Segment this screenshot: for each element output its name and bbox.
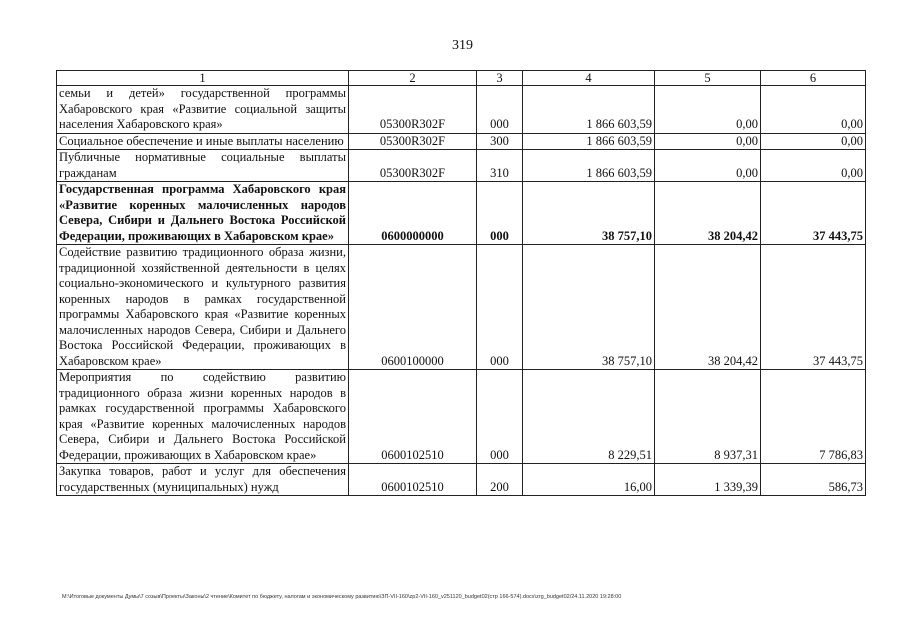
amount-col4-cell: 1 866 603,59 xyxy=(523,86,655,134)
row-name-cell: Мероприятия по содействию развитию традиционного образа жизни коренных народов в рамках государственной программы Хабаровского края «Развитие коренных малочисленных народов Севера, Сибири и Дальнего Востока Российской Федерации, проживающих в Хабаровском крае» xyxy=(57,370,349,464)
amount-col4-cell: 1 866 603,59 xyxy=(523,133,655,150)
footer-file-path: M:\Итоговые документы Думы\7 созыв\Проекты\Законы\2 чтение\Комитет по бюджету, налогам и экономическому развитию\ЗП-VII-160\zp2-VII-160_v251120_budget02(стр 166-574).docx\zrg_budget02/24.11.2020 19:28:00 xyxy=(62,594,622,600)
amount-col4-cell: 38 757,10 xyxy=(523,245,655,370)
column-header: 3 xyxy=(477,71,523,86)
column-header: 6 xyxy=(761,71,866,86)
table-row xyxy=(57,464,866,496)
expense-type-cell: 000 xyxy=(477,370,523,464)
amount-col4-cell: 8 229,51 xyxy=(523,370,655,464)
column-header: 5 xyxy=(655,71,761,86)
expense-type-cell: 000 xyxy=(477,86,523,134)
amount-col5-cell: 0,00 xyxy=(655,133,761,150)
table-row xyxy=(57,245,866,370)
expense-type-cell: 300 xyxy=(477,133,523,150)
target-article-code-cell: 0600102510 xyxy=(349,464,477,496)
amount-col6-cell: 0,00 xyxy=(761,86,866,134)
row-name-cell: Публичные нормативные социальные выплаты гражданам xyxy=(57,150,349,182)
table-row xyxy=(57,86,866,134)
target-article-code-cell: 0600102510 xyxy=(349,370,477,464)
amount-col6-cell: 37 443,75 xyxy=(761,182,866,245)
column-header: 4 xyxy=(523,71,655,86)
expense-type-cell: 200 xyxy=(477,464,523,496)
amount-col6-cell: 586,73 xyxy=(761,464,866,496)
amount-col5-cell: 38 204,42 xyxy=(655,182,761,245)
row-name-cell: Государственная программа Хабаровского края «Развитие коренных малочисленных народов Севера, Сибири и Дальнего Востока Российской Федерации, проживающих в Хабаровском крае» xyxy=(57,182,349,245)
amount-col5-cell: 38 204,42 xyxy=(655,245,761,370)
budget-table xyxy=(56,70,866,496)
amount-col5-cell: 0,00 xyxy=(655,150,761,182)
amount-col6-cell: 0,00 xyxy=(761,150,866,182)
row-name-cell: Социальное обеспечение и иные выплаты населению xyxy=(57,133,349,150)
table-row xyxy=(57,370,866,464)
expense-type-cell: 000 xyxy=(477,245,523,370)
expense-type-cell: 310 xyxy=(477,150,523,182)
amount-col6-cell: 37 443,75 xyxy=(761,245,866,370)
target-article-code-cell: 0600100000 xyxy=(349,245,477,370)
row-name-cell: Содействие развитию традиционного образа жизни, традиционной хозяйственной деятельности в целях социально-экономического и культурного развития коренных народов в рамках государственной программы Хабаровского края «Развитие коренных малочисленных народов Севера, Сибири и Дальнего Востока Российской Федерации, проживающих в Хабаровском крае» xyxy=(57,245,349,370)
target-article-code-cell: 05300R302F xyxy=(349,150,477,182)
row-name-cell: семьи и детей» государственной программы Хабаровского края «Развитие социальной защиты населения Хабаровского края» xyxy=(57,86,349,134)
amount-col4-cell: 1 866 603,59 xyxy=(523,150,655,182)
amount-col6-cell: 0,00 xyxy=(761,133,866,150)
column-header: 1 xyxy=(57,71,349,86)
amount-col4-cell: 16,00 xyxy=(523,464,655,496)
amount-col5-cell: 1 339,39 xyxy=(655,464,761,496)
target-article-code-cell: 05300R302F xyxy=(349,133,477,150)
target-article-code-cell: 0600000000 xyxy=(349,182,477,245)
amount-col4-cell: 38 757,10 xyxy=(523,182,655,245)
table-header-row xyxy=(57,71,866,86)
page-number: 319 xyxy=(452,38,473,53)
table-row xyxy=(57,150,866,182)
amount-col5-cell: 8 937,31 xyxy=(655,370,761,464)
column-header: 2 xyxy=(349,71,477,86)
amount-col6-cell: 7 786,83 xyxy=(761,370,866,464)
table-row xyxy=(57,182,866,245)
row-name-cell: Закупка товаров, работ и услуг для обеспечения государственных (муниципальных) нужд xyxy=(57,464,349,496)
target-article-code-cell: 05300R302F xyxy=(349,86,477,134)
table-row xyxy=(57,133,866,150)
expense-type-cell: 000 xyxy=(477,182,523,245)
amount-col5-cell: 0,00 xyxy=(655,86,761,134)
